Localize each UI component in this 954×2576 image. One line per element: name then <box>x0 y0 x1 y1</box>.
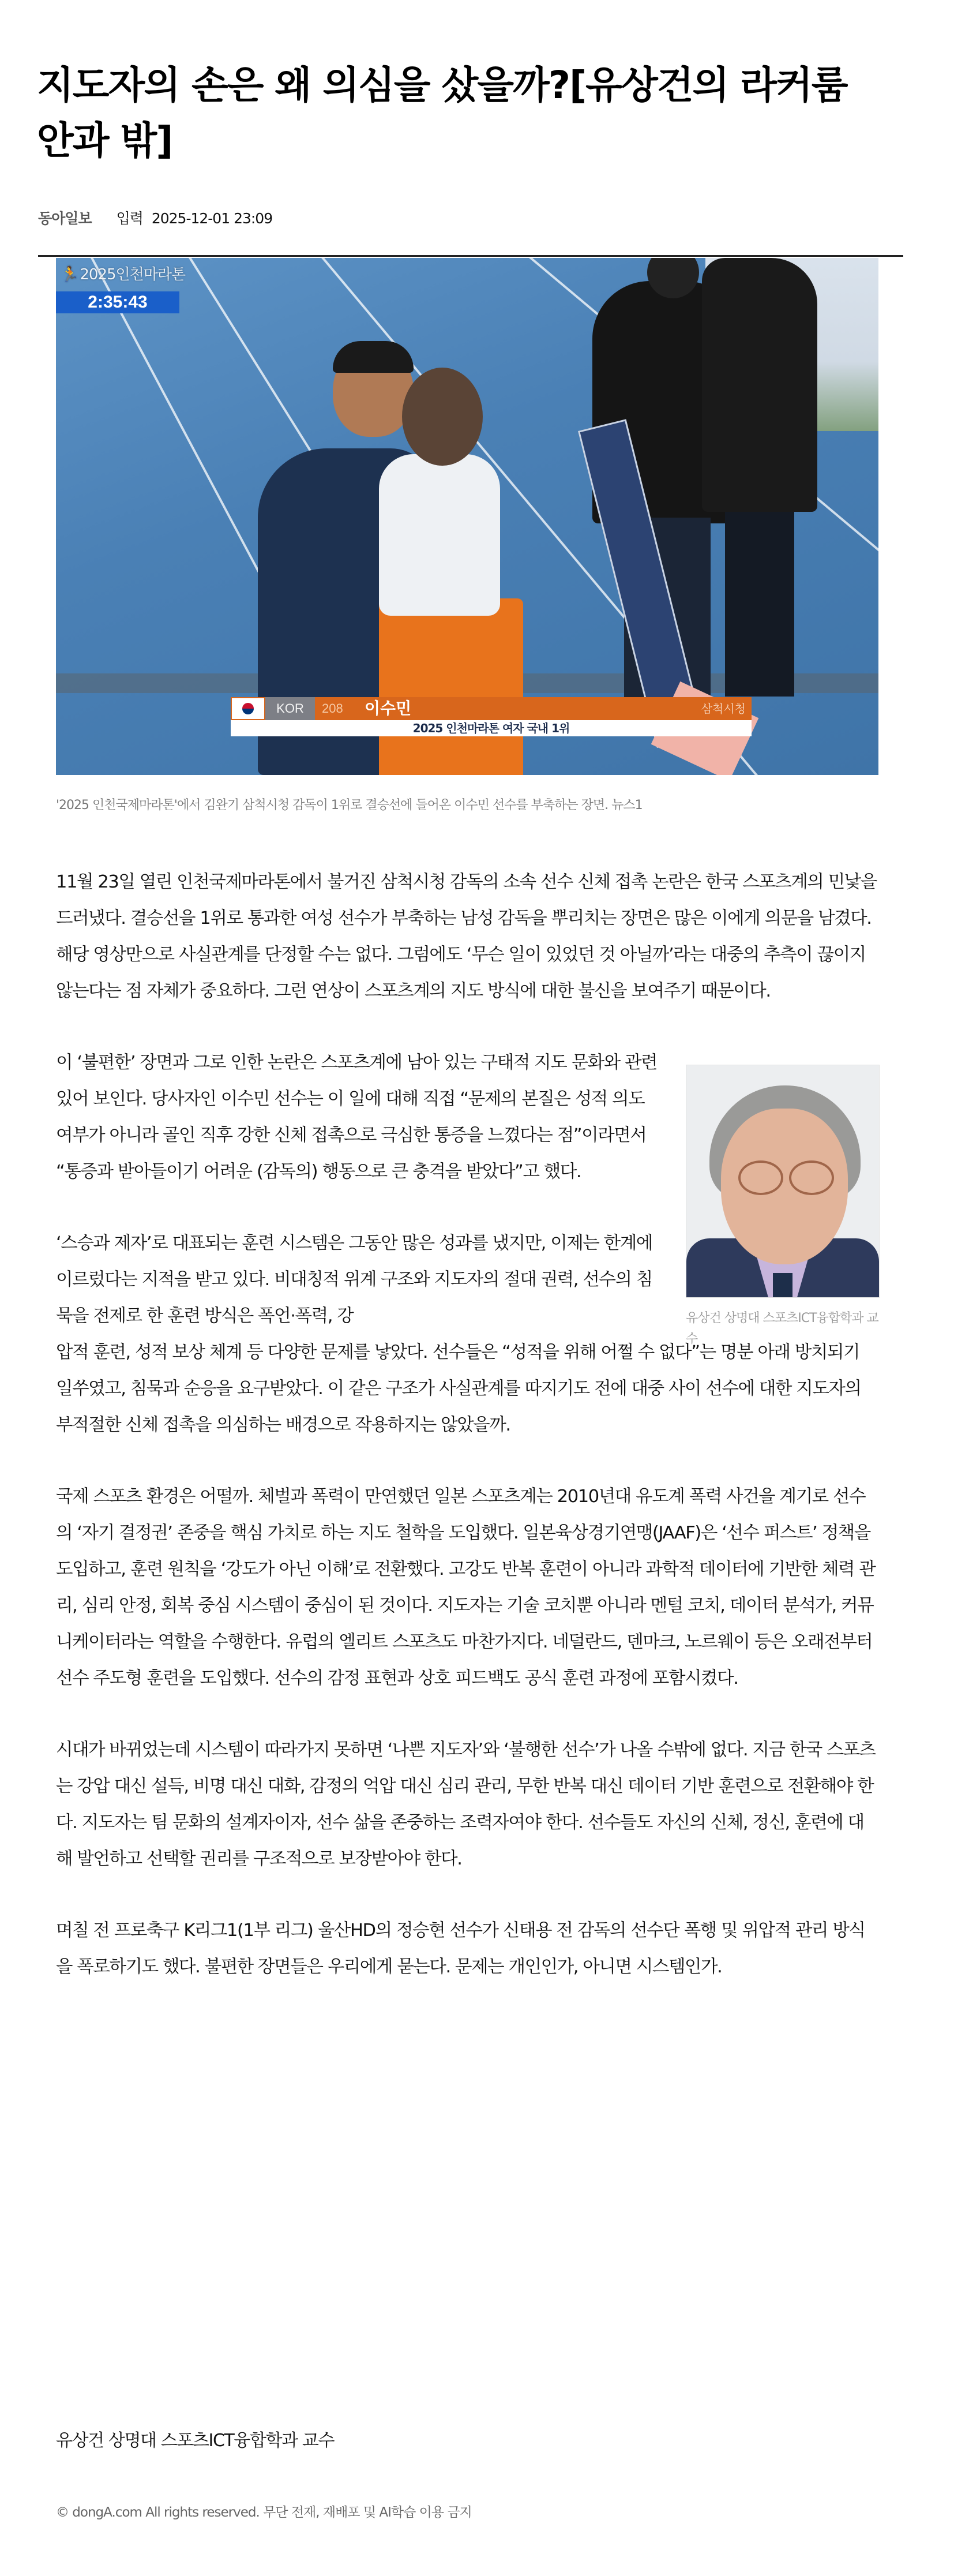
published-date: 2025-12-01 23:09 <box>151 210 273 227</box>
paragraph: 며칠 전 프로축구 K리그1(1부 리그) 울산HD의 정승현 선수가 신태용 전 감독의 선수단 폭행 및 위압적 관리 방식을 폭로하기도 했다. 불편한 장면들은 우리에게 묻는다. 문제는 개인인가, 아니면 시스템인가. <box>56 1920 865 1977</box>
athlete-name: 이수민 <box>365 699 412 718</box>
author-portrait[interactable] <box>686 1065 880 1298</box>
photo-caption: '2025 인천국제마라톤'에서 김완기 삼척시청 감독이 1위로 결승선에 들어온 이수민 선수를 부축하는 장면. 뉴스1 <box>56 798 643 813</box>
korea-flag-icon <box>232 698 264 719</box>
copyright-notice: © dongA.com All rights reserved. 무단 전재, 재배포 및 AI학습 이용 금지 <box>56 2505 472 2520</box>
author-signature: 유상건 상명대 스포츠ICT융합학과 교수 <box>56 2431 335 2451</box>
athlete-bib: 208 <box>322 701 343 716</box>
paragraph: 이 ‘불편한’ 장면과 그로 인한 논란은 스포츠계에 남아 있는 구태적 지도 문화와 관련 있어 보인다. 당사자인 이수민 선수는 이 일에 대해 직접 “문제의 본질은 성적 의도 여부가 아니라 골인 직후 강한 신체 접촉으로 극심한 통증을 느꼈다는 점”이라면서 “통증과 받아들이기 어려운 (감독의) 행동으로 큰 충격을 받았다”고 했다. <box>56 1053 658 1182</box>
article-meta <box>38 209 272 229</box>
header-divider <box>38 255 903 257</box>
paragraph: ‘스승과 제자’로 대표되는 훈련 시스템은 그동안 많은 성과를 냈지만, 이제는 한계에 이르렀다는 지적을 받고 있다. 비대칭적 위계 구조와 지도자의 절대 권력, 선수의 침묵을 전제로 한 훈련 방식은 폭언·폭력, 강 <box>56 1233 652 1326</box>
portrait-caption: 유상건 상명대 스포츠ICT융합학과 교수 <box>686 1311 878 1346</box>
official-figure <box>702 258 817 697</box>
broadcast-brand: 🏃2025인천마라톤 <box>61 266 186 283</box>
main-photo[interactable] <box>56 258 878 775</box>
lower-third-subtitle: 2025 인천마라톤 여자 국내 1위 <box>231 720 752 736</box>
input-label: 입력 <box>116 210 143 227</box>
race-timer: 2:35:43 <box>56 291 179 313</box>
runner-icon: 🏃 <box>61 266 79 283</box>
paragraph: 시대가 바뀌었는데 시스템이 따라가지 못하면 ‘나쁜 지도자’와 ‘불행한 선수’가 나올 수밖에 없다. 지금 한국 스포츠는 강압 대신 설득, 비명 대신 대화, 감정의 억압 대신 심리 관리, 무한 반복 대신 데이터 기반 훈련으로 전환해야 한다. 지도자는 팀 문화의 설계자이자, 선수 삶을 존중하는 조력자여야 한다. 선수들도 자신의 신체, 정신, 훈련에 대해 발언하고 선택할 권리를 구조적으로 보장받아야 한다. <box>56 1740 876 1869</box>
lower-third-bar <box>231 697 752 720</box>
athlete-country: KOR <box>265 697 315 720</box>
paragraph: 국제 스포츠 환경은 어떨까. 체벌과 폭력이 만연했던 일본 스포츠계는 2010년대 유도계 폭력 사건을 계기로 선수의 ‘자기 결정권’ 존중을 핵심 가치로 하는 지도 철학을 도입했다. 일본육상경기연맹(JAAF)은 ‘선수 퍼스트’ 정책을 도입하고, 훈련 원칙을 ‘강도가 아닌 이해’로 전환했다. 고강도 반복 훈련이 아니라 과학적 데이터에 기반한 체력 관리, 심리 안정, 회복 중심 시스템이 중심이 된 것이다. 지도자는 기술 코치뿐 아니라 멘털 코치, 데이터 분석가, 커뮤니케이터라는 역할을 수행한다. 유럽의 엘리트 스포츠도 마찬가지다. 네덜란드, 덴마크, 노르웨이 등은 오래전부터 선수 주도형 훈련을 도입했다. 선수의 감정 표현과 상호 피드백도 공식 훈련 과정에 포함시켰다. <box>56 1487 876 1688</box>
paragraph: 11월 23일 열린 인천국제마라톤에서 불거진 삼척시청 감독의 소속 선수 신체 접촉 논란은 한국 스포츠계의 민낯을 드러냈다. 결승선을 1위로 통과한 여성 선수가 부축하는 남성 감독을 뿌리치는 장면은 많은 이에게 의문을 남겼다. 해당 영상만으로 사실관계를 단정할 수는 없다. 그럼에도 ‘무슨 일이 있었던 것 아닐까’라는 대중의 추측이 끊이지 않는다는 점 자체가 중요하다. 그런 연상이 스포츠계의 지도 방식에 대한 불신을 보여주기 때문이다. <box>56 872 877 1001</box>
article-title: 지도자의 손은 왜 의심을 샀을까?[유상건의 라커룸 안과 밖] <box>37 63 847 163</box>
broadcast-lower-third <box>231 697 752 736</box>
article-body <box>56 864 878 2020</box>
paragraph-continued: 압적 훈련, 성적 보상 체계 등 다양한 문제를 낳았다. 선수들은 “성적을 위해 어쩔 수 없다”는 명분 아래 방치되기 일쑤였고, 침묵과 순응을 요구받았다. 이 같은 구조가 사실관계를 따지기도 전에 대중 사이 선수에 대한 지도자의 부적절한 신체 접촉을 의심하는 배경으로 작용하지는 않았을까. <box>56 1342 861 1435</box>
glasses-icon <box>738 1160 783 1195</box>
author-portrait-figure <box>686 1065 880 1350</box>
athlete-team: 삼척시청 <box>701 702 746 716</box>
press-name[interactable]: 동아일보 <box>38 210 92 227</box>
